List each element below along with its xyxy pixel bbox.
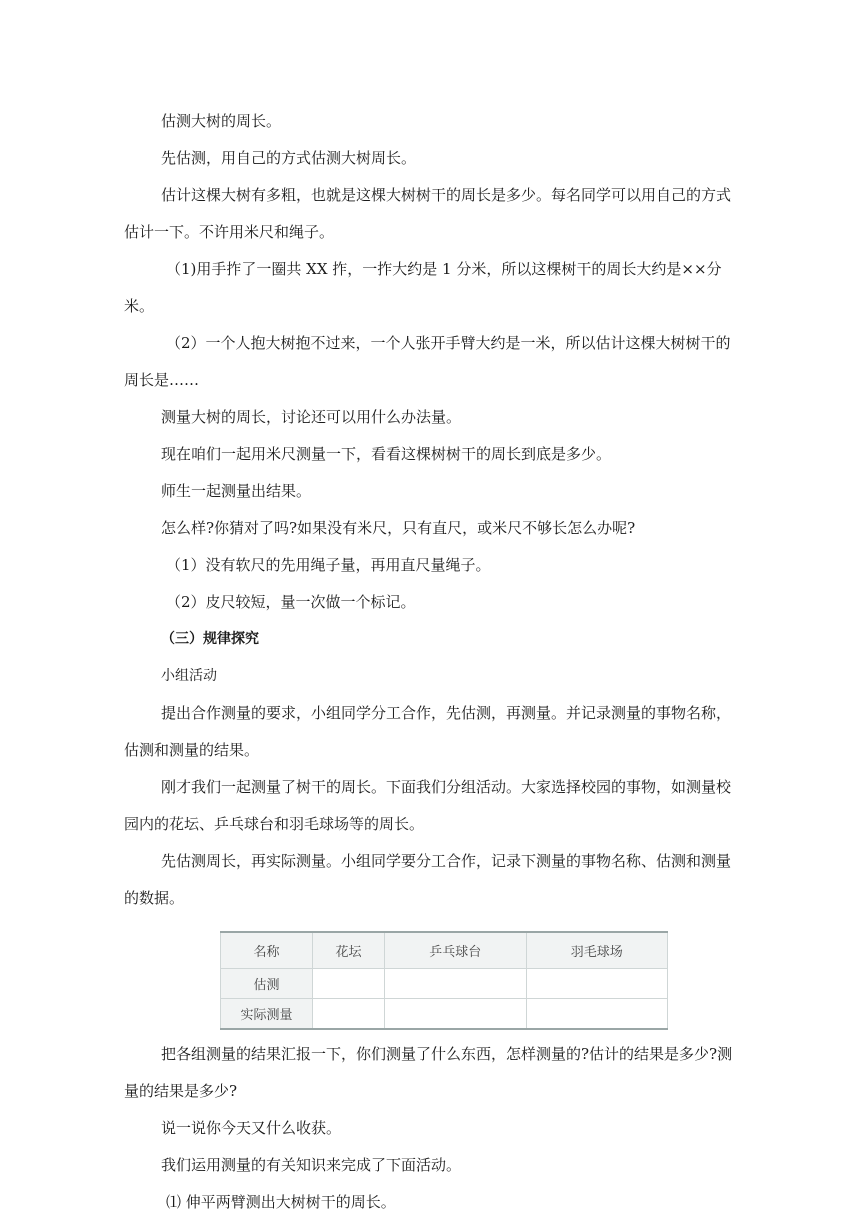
paragraph: 先估测周长，再实际测量。小组同学要分工合作，记录下测量的事物名称、估测和测量的数据。 [124, 852, 732, 907]
paragraph: 现在咱们一起用米尺测量一下，看看这棵树树干的周长到底是多少。 [161, 445, 612, 463]
paragraph: 我们运用测量的有关知识来完成了下面活动。 [161, 1156, 462, 1174]
table-header-cell: 花坛 [313, 932, 385, 969]
paragraph-item: （1）没有软尺的先用绳子量，再用直尺量绳子。 [166, 556, 491, 574]
table-cell [385, 969, 526, 999]
table-header-cell: 羽毛球场 [526, 932, 667, 969]
paragraph: 估测大树的周长。 [161, 112, 282, 130]
document-body [124, 103, 736, 1221]
paragraph: 师生一起测量出结果。 [161, 482, 312, 500]
table-cell [313, 999, 385, 1030]
table-header-cell: 乒乓球台 [385, 932, 526, 969]
paragraph: 提出合作测量的要求，小组同学分工合作，先估测，再测量。并记录测量的事物名称，估测和测量的结果。 [124, 704, 732, 759]
paragraph: 估计这棵大树有多粗，也就是这棵大树树干的周长是多少。每名同学可以用自己的方式估计一下。不许用米尺和绳子。 [124, 186, 732, 241]
table-row [221, 999, 668, 1030]
paragraph: 刚才我们一起测量了树干的周长。下面我们分组活动。大家选择校园的事物，如测量校园内的花坛、乒乓球台和羽毛球场等的周长。 [124, 778, 732, 833]
table-header-cell: 名称 [221, 932, 313, 969]
paragraph-item: （2）皮尺较短，量一次做一个标记。 [166, 593, 416, 611]
table-row-label: 实际测量 [221, 999, 313, 1030]
paragraph-item: （2）一个人抱大树抱不过来，一个人张开手臂大约是一米，所以估计这棵大树树干的周长是…… [124, 334, 731, 389]
table-header-row [221, 932, 668, 969]
table-cell [526, 999, 667, 1030]
paragraph: 测量大树的周长，讨论还可以用什么办法量。 [161, 408, 462, 426]
paragraph: 把各组测量的结果汇报一下，你们测量了什么东西，怎样测量的?估计的结果是多少?测量的结果是多少? [124, 1045, 733, 1100]
subheading: 小组活动 [161, 668, 217, 684]
paragraph-item: （1)用手拃了一圈共 XX 拃，一拃大约是 1 分米，所以这棵树干的周长大约是××分米。 [124, 260, 722, 315]
measurement-table [220, 931, 668, 1030]
paragraph-item: ⑴ 伸平两臂测出大树树干的周长。 [166, 1193, 396, 1211]
table-cell [313, 969, 385, 999]
table-cell [385, 999, 526, 1030]
table-cell [526, 969, 667, 999]
paragraph: 先估测，用自己的方式估测大树周长。 [161, 149, 417, 167]
table-row-label: 估测 [221, 969, 313, 999]
table-row [221, 969, 668, 999]
paragraph: 说一说你今天又什么收获。 [161, 1119, 342, 1137]
paragraph: 怎么样?你猜对了吗?如果没有米尺，只有直尺，或米尺不够长怎么办呢? [161, 519, 636, 537]
measurement-table-wrap [220, 931, 668, 1030]
section-heading: （三）规律探究 [161, 631, 259, 647]
